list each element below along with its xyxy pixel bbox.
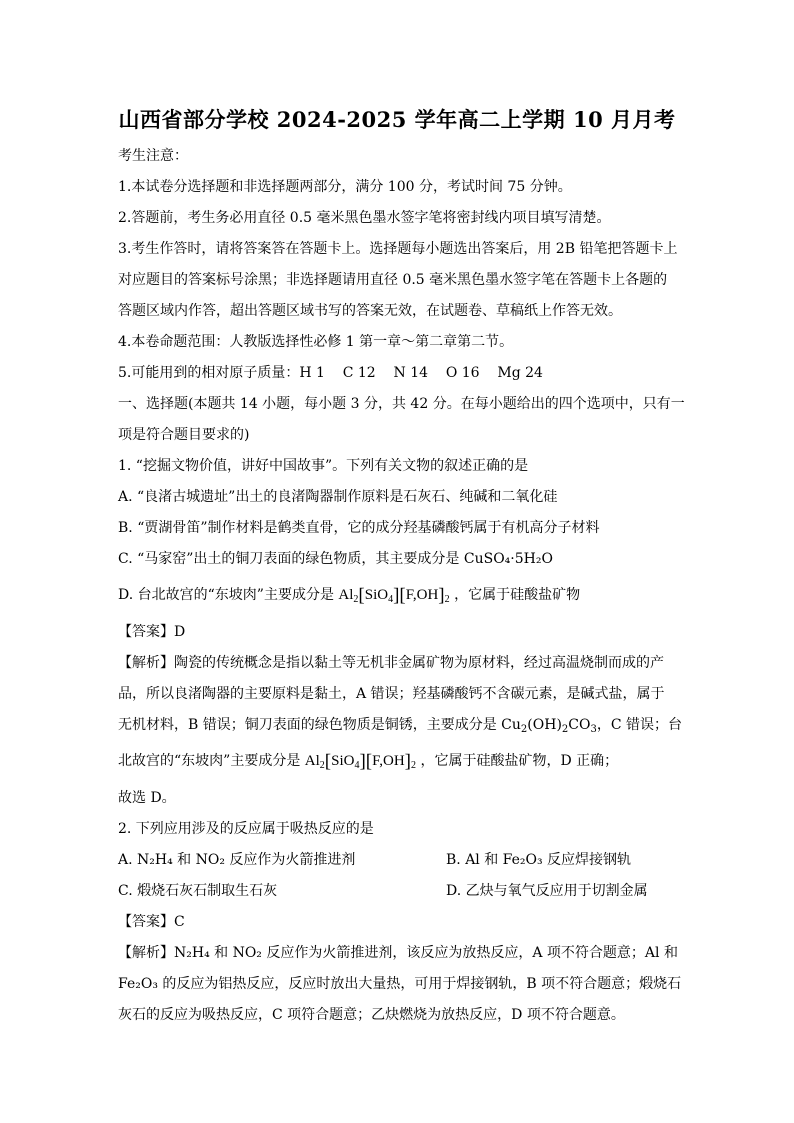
explanation-4-pre: 北故宫的“东坡肉”主要成分是 bbox=[118, 753, 301, 769]
formula-sio: SiO bbox=[364, 587, 389, 603]
explanation-4-post: ，它属于硅酸盐矿物，D 正确； bbox=[420, 753, 619, 769]
question-1-answer: 【答案】D bbox=[118, 624, 186, 640]
question-2-option-d: D. 乙炔与氧气反应用于切割金属 bbox=[446, 883, 648, 899]
explanation-3-mid: (OH) bbox=[527, 717, 562, 733]
question-1-explanation-line-2: 品，所以良渚陶器的主要原料是黏土，A 错误；羟基磷酸钙不含碳元素，是碱式盐，属于 bbox=[118, 686, 665, 702]
question-2-stem: 2. 下列应用涉及的反应属于吸热反应的是 bbox=[118, 821, 374, 837]
section-heading-line-1: 一、选择题(本题共 14 小题，每小题 3 分，共 42 分。在每小题给出的四个选项中，只有一 bbox=[118, 396, 685, 412]
notice-item-1: 1.本试卷分选择题和非选择题两部分，满分 100 分，考试时间 75 分钟。 bbox=[118, 179, 572, 195]
notice-item-4: 4.本卷命题范围：人教版选择性必修 1 第一章～第二章第二节。 bbox=[118, 334, 514, 350]
question-2-option-b: B. Al 和 Fe₂O₃ 反应焊接钢轨 bbox=[446, 852, 632, 868]
formula-sub-2: 2 bbox=[353, 594, 359, 605]
page-title: 山西省部分学校 2024-2025 学年高二上学期 10 月月考 bbox=[118, 107, 676, 132]
question-2-option-a: A. N₂H₄ 和 NO₂ 反应作为火箭推进剂 bbox=[118, 852, 356, 868]
section-heading-line-2: 项是符合题目要求的) bbox=[118, 427, 250, 443]
option-d-prefix: D. 台北故宫的“东坡肉”主要成分是 bbox=[118, 587, 334, 603]
formula-al-2: Al bbox=[304, 753, 320, 769]
formula-dongporou-2: $Al_2[SiO_4][F,OH]_2$ bbox=[304, 751, 416, 772]
explanation-3-mid2: CO bbox=[568, 717, 591, 733]
formula-sub-2c: 2 bbox=[319, 760, 325, 771]
notice-item-3-line-2: 对应题目的答案标号涂黑；非选择题请用直径 0.5 毫米黑色墨水签字笔在答题卡上各题的 bbox=[118, 272, 668, 288]
question-2-explanation-line-3: 灰石的反应为吸热反应，C 项符合题意；乙炔燃烧为放热反应，D 项不符合题意。 bbox=[118, 1007, 625, 1023]
notice-item-3-line-1: 3.考生作答时，请将答案答在答题卡上。选择题每小题选出答案后，用 2B 铅笔把答题卡上 bbox=[118, 241, 678, 257]
question-1-option-c: C. “马家窑”出土的铜刀表面的绿色物质，其主要成分是 CuSO₄·5H₂O bbox=[118, 551, 553, 567]
option-d-suffix: ，它属于硅酸盐矿物 bbox=[454, 587, 581, 603]
question-2-option-c: C. 煅烧石灰石制取生石灰 bbox=[118, 883, 278, 899]
notice-item-3-line-3: 答题区域内作答，超出答题区域书写的答案无效，在试题卷、草稿纸上作答无效。 bbox=[118, 303, 622, 319]
notice-item-2: 2.答题前，考生务必用直径 0.5 毫米黑色墨水签字笔将密封线内项目填写清楚。 bbox=[118, 210, 611, 226]
question-1-option-d bbox=[118, 585, 580, 606]
formula-foh-2: F,OH bbox=[372, 753, 405, 769]
formula-foh: F,OH bbox=[405, 587, 439, 603]
question-1-explanation-line-3: 无机材料，B 错误；铜刀表面的绿色物质是铜锈，主要成分是 $Cu_2(OH)_2CO_3$，C 错误；台 bbox=[118, 717, 683, 735]
question-2-explanation-line-2: Fe₂O₃ 的反应为铝热反应，反应时放出大量热，可用于焊接钢轨，B 项不符合题意；煅烧石 bbox=[118, 976, 682, 992]
question-1-option-a: A. “良渚古城遗址”出土的良渚陶器制作原料是石灰石、纯碱和二氧化硅 bbox=[118, 489, 558, 505]
question-1-option-b: B. “贾湖骨笛”制作材料是鹤类直骨，它的成分羟基磷酸钙属于有机高分子材料 bbox=[118, 520, 600, 536]
formula-al: Al bbox=[338, 587, 354, 603]
formula-dongporou: $Al_2[SiO_4][F,OH]_2$ bbox=[338, 585, 450, 606]
question-2-explanation-line-1: 【解析】N₂H₄ 和 NO₂ 反应作为火箭推进剂，该反应为放热反应，A 项不符合题意；Al 和 bbox=[118, 945, 678, 961]
explanation-3-post: ，C 错误；台 bbox=[596, 717, 683, 733]
question-1-explanation-line-4 bbox=[118, 751, 618, 772]
formula-sub-2d: 2 bbox=[411, 760, 416, 771]
formula-sub-4: 4 bbox=[388, 594, 394, 605]
formula-sio-2: SiO bbox=[331, 753, 355, 769]
formula-sub-2b: 2 bbox=[444, 594, 450, 605]
question-1-explanation-line-5: 故选 D。 bbox=[118, 790, 176, 806]
notice-item-5: 5.可能用到的相对原子质量：H 1 C 12 N 14 O 16 Mg 24 bbox=[118, 365, 543, 381]
formula-sub-4b: 4 bbox=[354, 760, 360, 771]
question-2-answer: 【答案】C bbox=[118, 914, 185, 930]
notice-heading: 考生注意： bbox=[118, 148, 188, 164]
question-1-stem: 1. “挖掘文物价值，讲好中国故事”。下列有关文物的叙述正确的是 bbox=[118, 458, 529, 474]
question-1-explanation-line-1: 【解析】陶瓷的传统概念是指以黏土等无机非金属矿物为原材料，经过高温烧制而成的产 bbox=[118, 655, 664, 671]
explanation-3-pre: 无机材料，B 错误；铜刀表面的绿色物质是铜锈，主要成分是 Cu bbox=[118, 717, 521, 733]
